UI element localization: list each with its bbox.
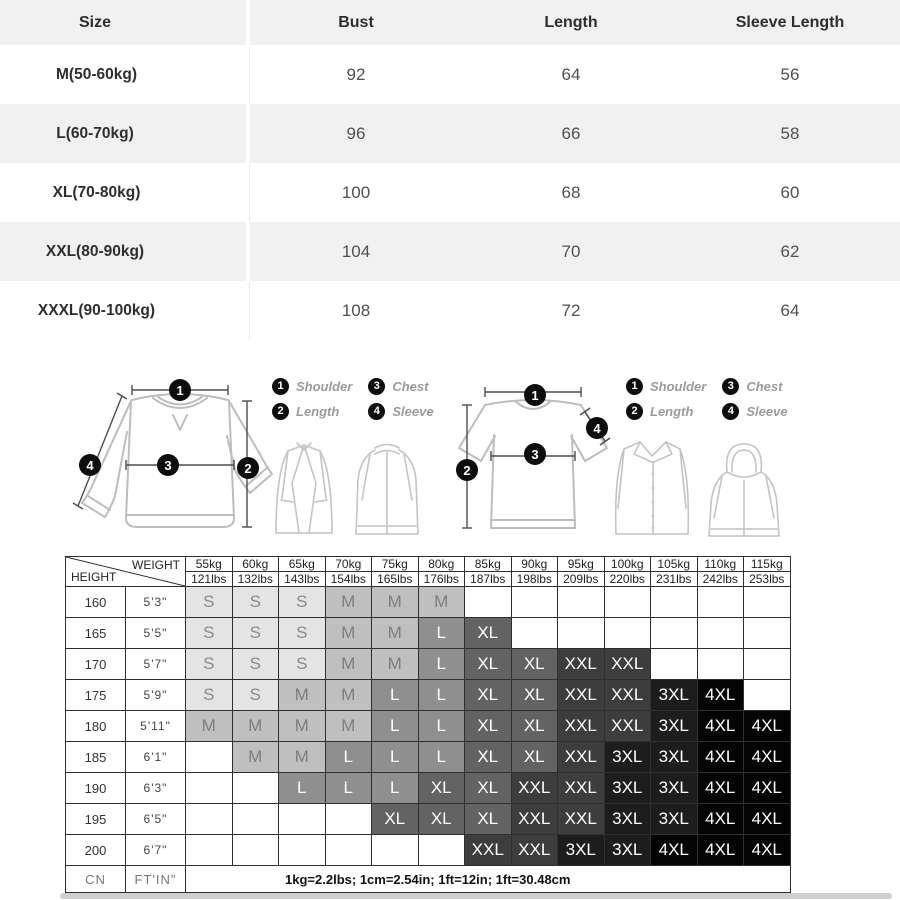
empty-cell [697, 587, 744, 618]
size-cell: L [372, 773, 419, 804]
height-ftin-cell: 5'3" [126, 587, 186, 618]
size-cell: S [232, 649, 279, 680]
measure-badge-sleeve: 4 [586, 417, 608, 439]
weight-kg-header: 115kg [744, 557, 791, 572]
height-cm-cell: 185 [66, 742, 126, 773]
size-cell: XL [511, 711, 558, 742]
size-table-cell-sleeve: 62 [780, 241, 800, 261]
weight-lbs-header: 143lbs [279, 572, 326, 587]
size-cell: XXL [558, 773, 605, 804]
weight-kg-header: 60kg [232, 557, 279, 572]
weight-kg-header: 95kg [558, 557, 605, 572]
legend-label: Length [296, 403, 340, 419]
height-cm-cell: 160 [66, 587, 126, 618]
size-table-row [0, 104, 900, 163]
matrix-corner-cell [66, 557, 186, 587]
size-cell: XL [465, 711, 512, 742]
legend-item [272, 400, 352, 422]
size-cell: 3XL [651, 773, 698, 804]
size-cell: XXL [558, 742, 605, 773]
measure-badge-shoulder: 1 [169, 379, 191, 401]
matrix-row [66, 680, 791, 711]
size-cell: S [232, 587, 279, 618]
legend-item [722, 400, 787, 422]
legend-item [368, 400, 433, 422]
size-cell: M [186, 711, 233, 742]
height-ftin-cell: 5'11" [126, 711, 186, 742]
empty-cell [232, 835, 279, 866]
bottom-scroll-strip [60, 893, 892, 899]
size-cell: L [418, 649, 465, 680]
size-cell: XXL [604, 649, 651, 680]
size-table-cell-length: 68 [561, 182, 581, 202]
weight-kg-header: 65kg [279, 557, 326, 572]
corner-weight-label: WEIGHT [132, 558, 180, 572]
size-cell: M [325, 711, 372, 742]
size-table-row [0, 45, 900, 104]
empty-cell [186, 804, 233, 835]
size-cell: 3XL [651, 711, 698, 742]
size-table-cell-bust: 108 [341, 300, 371, 320]
size-cell: XL [418, 773, 465, 804]
empty-cell [744, 587, 791, 618]
size-cell: XL [465, 804, 512, 835]
weight-lbs-header: 242lbs [697, 572, 744, 587]
size-cell: M [279, 742, 326, 773]
size-table-cell-bust: 92 [346, 64, 366, 84]
legend-number-badge: 1 [626, 378, 643, 395]
size-cell: 4XL [744, 835, 791, 866]
size-cell: M [232, 711, 279, 742]
legend-number-badge: 2 [626, 403, 643, 420]
size-cell: 4XL [744, 773, 791, 804]
size-table-cell-length: 72 [561, 300, 581, 320]
measure-badge-length: 2 [237, 457, 259, 479]
corner-height-label: HEIGHT [71, 570, 117, 584]
measure-badge-chest: 3 [524, 443, 546, 465]
legend-number-badge: 3 [368, 378, 385, 395]
size-cell: XXL [465, 835, 512, 866]
height-ftin-cell: 5'5" [126, 618, 186, 649]
size-cell: L [418, 711, 465, 742]
size-cell: S [232, 680, 279, 711]
size-cell: XXL [604, 680, 651, 711]
size-table-row [0, 281, 900, 340]
matrix-row [66, 587, 791, 618]
size-cell: 4XL [697, 773, 744, 804]
size-cell: M [325, 587, 372, 618]
size-cell: XL [465, 773, 512, 804]
empty-cell [325, 835, 372, 866]
matrix-row [66, 835, 791, 866]
size-table [0, 0, 900, 340]
height-cm-cell: 175 [66, 680, 126, 711]
weight-kg-header: 75kg [372, 557, 419, 572]
legend-label: Chest [392, 378, 429, 394]
empty-cell [651, 618, 698, 649]
size-table-cell-bust: 100 [341, 182, 371, 202]
size-table-cell-sleeve: 58 [780, 123, 800, 143]
matrix-footer-row [66, 866, 791, 893]
empty-cell [186, 773, 233, 804]
height-cm-cell: 180 [66, 711, 126, 742]
legend-label: Sleeve [746, 403, 788, 419]
measure-badge-length: 2 [456, 459, 478, 481]
measure-legend [626, 375, 788, 422]
size-cell: M [325, 618, 372, 649]
measure-badge-shoulder: 1 [524, 384, 546, 406]
legend-item [368, 375, 433, 397]
size-cell: 4XL [697, 835, 744, 866]
footer-ftin-label: FT'IN" [126, 866, 186, 893]
legend-number-badge: 2 [272, 403, 289, 420]
weight-lbs-header: 220lbs [604, 572, 651, 587]
height-ftin-cell: 6'3" [126, 773, 186, 804]
size-cell: L [418, 680, 465, 711]
size-table-row [0, 163, 900, 222]
height-cm-cell: 190 [66, 773, 126, 804]
size-cell: S [279, 587, 326, 618]
size-cell: XXL [511, 835, 558, 866]
size-cell: 3XL [604, 742, 651, 773]
weight-kg-header: 70kg [325, 557, 372, 572]
measure-badge-sleeve: 4 [79, 454, 101, 476]
empty-cell [279, 835, 326, 866]
weight-lbs-header: 132lbs [232, 572, 279, 587]
size-cell: 3XL [651, 742, 698, 773]
empty-cell [604, 587, 651, 618]
size-cell: 3XL [604, 773, 651, 804]
size-cell: 4XL [697, 711, 744, 742]
legend-item [626, 400, 706, 422]
empty-cell [604, 618, 651, 649]
size-cell: XL [465, 680, 512, 711]
size-cell: 3XL [604, 835, 651, 866]
size-cell: L [372, 711, 419, 742]
size-cell: XXL [558, 680, 605, 711]
measure-legend [272, 375, 434, 422]
size-table-row [0, 222, 900, 281]
size-cell: XL [418, 804, 465, 835]
legend-label: Shoulder [296, 378, 353, 394]
empty-cell [465, 587, 512, 618]
size-cell: XL [465, 649, 512, 680]
size-cell: L [279, 773, 326, 804]
column-header-size: Size [0, 0, 250, 45]
weight-lbs-header: 231lbs [651, 572, 698, 587]
column-header-bust: Bust [338, 13, 374, 31]
size-cell: XL [372, 804, 419, 835]
size-cell: L [418, 618, 465, 649]
empty-cell [372, 835, 419, 866]
size-cell: S [186, 618, 233, 649]
legend-item [626, 375, 706, 397]
measurement-diagrams [0, 355, 900, 555]
size-cell: XL [465, 742, 512, 773]
unit-conversion-note: 1kg=2.2lbs; 1cm=2.54in; 1ft=12in; 1ft=30.48cm [186, 866, 791, 893]
hoodie-icon [700, 436, 788, 544]
empty-cell [558, 618, 605, 649]
size-table-cell-length: 66 [561, 123, 581, 143]
size-cell: XL [465, 618, 512, 649]
height-cm-cell: 195 [66, 804, 126, 835]
size-cell: 4XL [651, 835, 698, 866]
size-cell: M [372, 587, 419, 618]
empty-cell [697, 618, 744, 649]
weight-lbs-header: 187lbs [465, 572, 512, 587]
empty-cell [651, 649, 698, 680]
weight-lbs-header: 121lbs [186, 572, 233, 587]
empty-cell [511, 618, 558, 649]
size-cell: 4XL [697, 680, 744, 711]
size-cell: 3XL [651, 804, 698, 835]
matrix-row [66, 649, 791, 680]
empty-cell [418, 835, 465, 866]
size-cell: XL [511, 649, 558, 680]
weight-kg-header: 85kg [465, 557, 512, 572]
matrix-row [66, 618, 791, 649]
weight-kg-header: 105kg [651, 557, 698, 572]
height-ftin-cell: 5'9" [126, 680, 186, 711]
legend-number-badge: 3 [722, 378, 739, 395]
empty-cell [697, 649, 744, 680]
size-cell: 3XL [651, 680, 698, 711]
empty-cell [325, 804, 372, 835]
size-cell: L [372, 680, 419, 711]
measure-badge-chest: 3 [157, 454, 179, 476]
size-cell: XL [511, 742, 558, 773]
blazer-icon [266, 438, 342, 538]
size-cell: 4XL [697, 804, 744, 835]
size-cell: L [372, 742, 419, 773]
weight-lbs-header: 154lbs [325, 572, 372, 587]
weight-lbs-header: 176lbs [418, 572, 465, 587]
size-cell: 4XL [744, 804, 791, 835]
size-table-cell-size: XXXL(90-100kg) [0, 281, 250, 340]
size-cell: 4XL [744, 711, 791, 742]
weight-kg-header: 55kg [186, 557, 233, 572]
weight-kg-header: 90kg [511, 557, 558, 572]
legend-number-badge: 1 [272, 378, 289, 395]
size-table-cell-bust: 104 [341, 241, 371, 261]
empty-cell [651, 587, 698, 618]
legend-label: Shoulder [650, 378, 707, 394]
legend-item [272, 375, 352, 397]
size-cell: S [279, 649, 326, 680]
size-cell: M [372, 649, 419, 680]
size-table-body [0, 45, 900, 340]
empty-cell [744, 680, 791, 711]
height-cm-cell: 165 [66, 618, 126, 649]
size-cell: S [232, 618, 279, 649]
size-cell: M [279, 680, 326, 711]
jacket-icon [344, 438, 430, 540]
column-header-sleeve-length: Sleeve Length [735, 13, 845, 31]
matrix-row [66, 773, 791, 804]
size-cell: L [418, 742, 465, 773]
size-cell: XXL [558, 649, 605, 680]
height-ftin-cell: 5'7" [126, 649, 186, 680]
size-table-header [0, 0, 900, 45]
size-table-cell-size: M(50-60kg) [0, 45, 250, 104]
column-header-length: Length [544, 13, 598, 31]
size-cell: 4XL [744, 742, 791, 773]
legend-number-badge: 4 [368, 403, 385, 420]
matrix-row [66, 742, 791, 773]
size-cell: XXL [511, 804, 558, 835]
size-table-cell-size: XXL(80-90kg) [0, 222, 250, 281]
empty-cell [279, 804, 326, 835]
size-cell: S [186, 587, 233, 618]
empty-cell [744, 618, 791, 649]
legend-label: Length [650, 403, 694, 419]
size-cell: M [325, 680, 372, 711]
size-cell: L [325, 773, 372, 804]
size-cell: S [186, 680, 233, 711]
height-ftin-cell: 6'7" [126, 835, 186, 866]
height-cm-cell: 200 [66, 835, 126, 866]
empty-cell [232, 773, 279, 804]
empty-cell [511, 587, 558, 618]
size-table-cell-sleeve: 56 [780, 64, 800, 84]
weight-lbs-header: 209lbs [558, 572, 605, 587]
weight-lbs-header: 198lbs [511, 572, 558, 587]
size-cell: L [325, 742, 372, 773]
height-weight-size-matrix [65, 556, 791, 893]
size-table-cell-size: XL(70-80kg) [0, 163, 250, 222]
button-shirt-icon [604, 436, 700, 542]
size-cell: 3XL [558, 835, 605, 866]
height-cm-cell: 170 [66, 649, 126, 680]
height-ftin-cell: 6'5" [126, 804, 186, 835]
size-table-cell-size: L(60-70kg) [0, 104, 250, 163]
empty-cell [558, 587, 605, 618]
weight-kg-header: 100kg [604, 557, 651, 572]
size-table-cell-length: 64 [561, 64, 581, 84]
matrix-header-kg-row [66, 557, 791, 572]
size-table-cell-sleeve: 64 [780, 300, 800, 320]
empty-cell [232, 804, 279, 835]
legend-label: Chest [746, 378, 783, 394]
legend-item [722, 375, 787, 397]
size-cell: M [232, 742, 279, 773]
weight-lbs-header: 165lbs [372, 572, 419, 587]
empty-cell [186, 742, 233, 773]
size-cell: XXL [604, 711, 651, 742]
weight-kg-header: 110kg [697, 557, 744, 572]
size-cell: XL [511, 680, 558, 711]
legend-label: Sleeve [392, 403, 434, 419]
size-cell: 4XL [697, 742, 744, 773]
legend-number-badge: 4 [722, 403, 739, 420]
size-cell: M [279, 711, 326, 742]
size-cell: XXL [558, 804, 605, 835]
size-table-cell-sleeve: 60 [780, 182, 800, 202]
size-cell: M [418, 587, 465, 618]
size-cell: S [279, 618, 326, 649]
weight-kg-header: 80kg [418, 557, 465, 572]
size-cell: XXL [511, 773, 558, 804]
size-cell: M [372, 618, 419, 649]
size-cell: XXL [558, 711, 605, 742]
size-cell: S [186, 649, 233, 680]
footer-cn-label: CN [66, 866, 126, 893]
size-table-cell-bust: 96 [346, 123, 366, 143]
matrix-row [66, 804, 791, 835]
matrix-row [66, 711, 791, 742]
weight-lbs-header: 253lbs [744, 572, 791, 587]
height-ftin-cell: 6'1" [126, 742, 186, 773]
size-cell: 3XL [604, 804, 651, 835]
size-table-cell-length: 70 [561, 241, 581, 261]
empty-cell [186, 835, 233, 866]
size-cell: M [325, 649, 372, 680]
empty-cell [744, 649, 791, 680]
